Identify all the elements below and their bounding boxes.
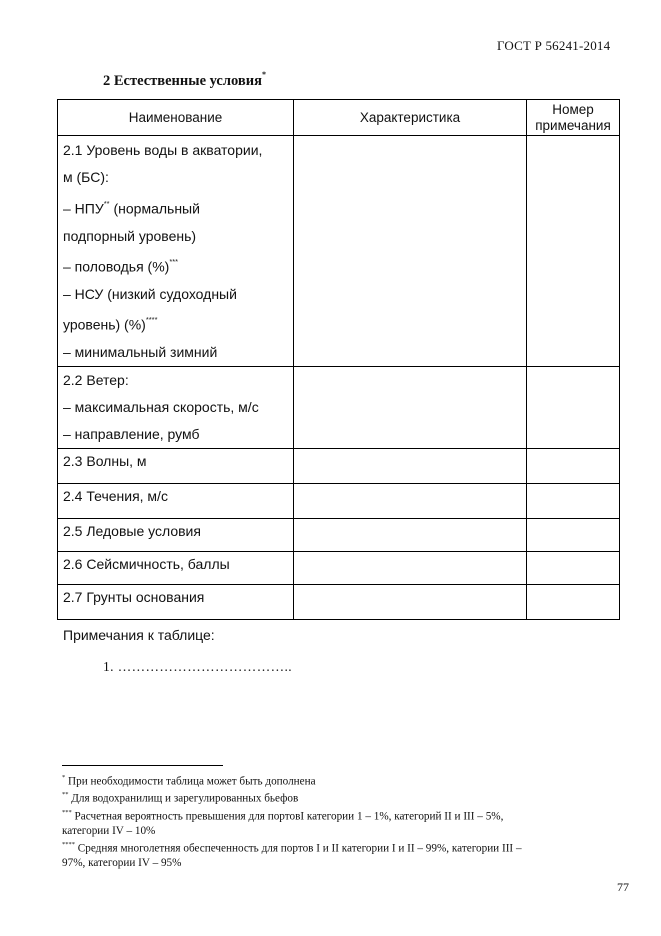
footnote-mark: **: [103, 198, 110, 208]
conditions-table: [57, 99, 620, 620]
cell-note-number[interactable]: [527, 585, 620, 620]
cell-note-number[interactable]: [527, 449, 620, 484]
cell-note-number[interactable]: [527, 519, 620, 552]
cell-name: [58, 519, 294, 552]
cell-name: [58, 449, 294, 484]
column-header-name: Наименование: [58, 100, 294, 136]
row-line: 2.1 Уровень воды в акватории,: [63, 142, 263, 158]
cell-characteristic[interactable]: [294, 585, 527, 620]
column-header-note-number: [527, 100, 620, 136]
cell-note-number[interactable]: [527, 484, 620, 519]
cell-note-number[interactable]: [527, 552, 620, 585]
row-line: 2.2 Ветер:: [63, 372, 129, 389]
section-title-text: 2 Естественные условия: [103, 72, 262, 89]
cell-name: [58, 484, 294, 519]
table-row-currents: [58, 484, 620, 519]
row-line: – максимальная скорость, м/с: [63, 399, 259, 416]
section-title-footnote-mark: *: [261, 70, 266, 79]
column-header-characteristic: Характеристика: [294, 100, 527, 136]
row-line: 2.4 Течения, м/с: [63, 488, 168, 505]
cell-characteristic[interactable]: [294, 519, 527, 552]
table-row-seismicity: [58, 552, 620, 585]
cell-name: [58, 552, 294, 585]
row-line: уровень) (%)****: [63, 315, 158, 333]
table-row-water-level: [58, 136, 620, 367]
row-line: – НСУ (низкий судоходный: [63, 285, 237, 302]
row-line: – половодья (%)***: [63, 256, 179, 275]
row-line: – минимальный зимний: [63, 344, 218, 361]
note-col-line1: Номер: [552, 101, 594, 117]
row-line: 2.6 Сейсмичность, баллы: [63, 556, 230, 573]
row-line: 2.5 Ледовые условия: [63, 523, 201, 540]
page-number: 77: [617, 880, 629, 894]
table-header-row: [58, 100, 620, 136]
row-line: м (БС):: [63, 169, 109, 186]
footnote-4: **** Средняя многолетняя обеспеченность для портов I и II категории I и II – 99%, категории III – 97%, категории IV – 95%: [62, 840, 522, 869]
row-line: – направление, румб: [63, 426, 200, 443]
footnote-2: ** Для водохранилищ и зарегулированных бьефов: [62, 791, 299, 806]
table-row-foundation-soils: [58, 585, 620, 620]
cell-note-number[interactable]: [527, 136, 620, 367]
footnote-1: * При необходимости таблица может быть дополнена: [62, 774, 316, 788]
cell-characteristic[interactable]: [294, 484, 527, 519]
footnote-3: *** Расчетная вероятность превышения для портовI категории 1 – 1%, категорий II и III – 5%, категории IV – 10%: [62, 808, 504, 837]
row-line: – НПУ** (нормальный: [63, 198, 200, 217]
cell-characteristic[interactable]: [294, 552, 527, 585]
row-line: 2.3 Волны, м: [63, 453, 147, 470]
cell-characteristic[interactable]: [294, 367, 527, 449]
cell-note-number[interactable]: [527, 367, 620, 449]
footnote-divider: [62, 765, 223, 766]
notes-title: Примечания к таблице:: [63, 627, 215, 643]
cell-characteristic[interactable]: [294, 449, 527, 484]
footnote-mark: ****: [145, 315, 158, 325]
footnote-mark: ***: [169, 256, 179, 266]
cell-name: [58, 585, 294, 620]
row-line: 2.7 Грунты основания: [63, 589, 205, 606]
cell-characteristic[interactable]: [294, 136, 527, 367]
row-line: подпорный уровень): [63, 227, 197, 244]
cell-name: [58, 136, 294, 367]
note-col-line2: примечания: [535, 117, 611, 133]
document-code: ГОСТ Р 56241-2014: [497, 38, 611, 53]
table-row-wind: [58, 367, 620, 449]
cell-name: [58, 367, 294, 449]
footnotes: [62, 772, 622, 871]
table-row-waves: [58, 449, 620, 484]
table-row-ice-conditions: [58, 519, 620, 552]
section-title: [103, 72, 266, 90]
notes-item-1: 1. ………………………………..: [103, 659, 293, 674]
